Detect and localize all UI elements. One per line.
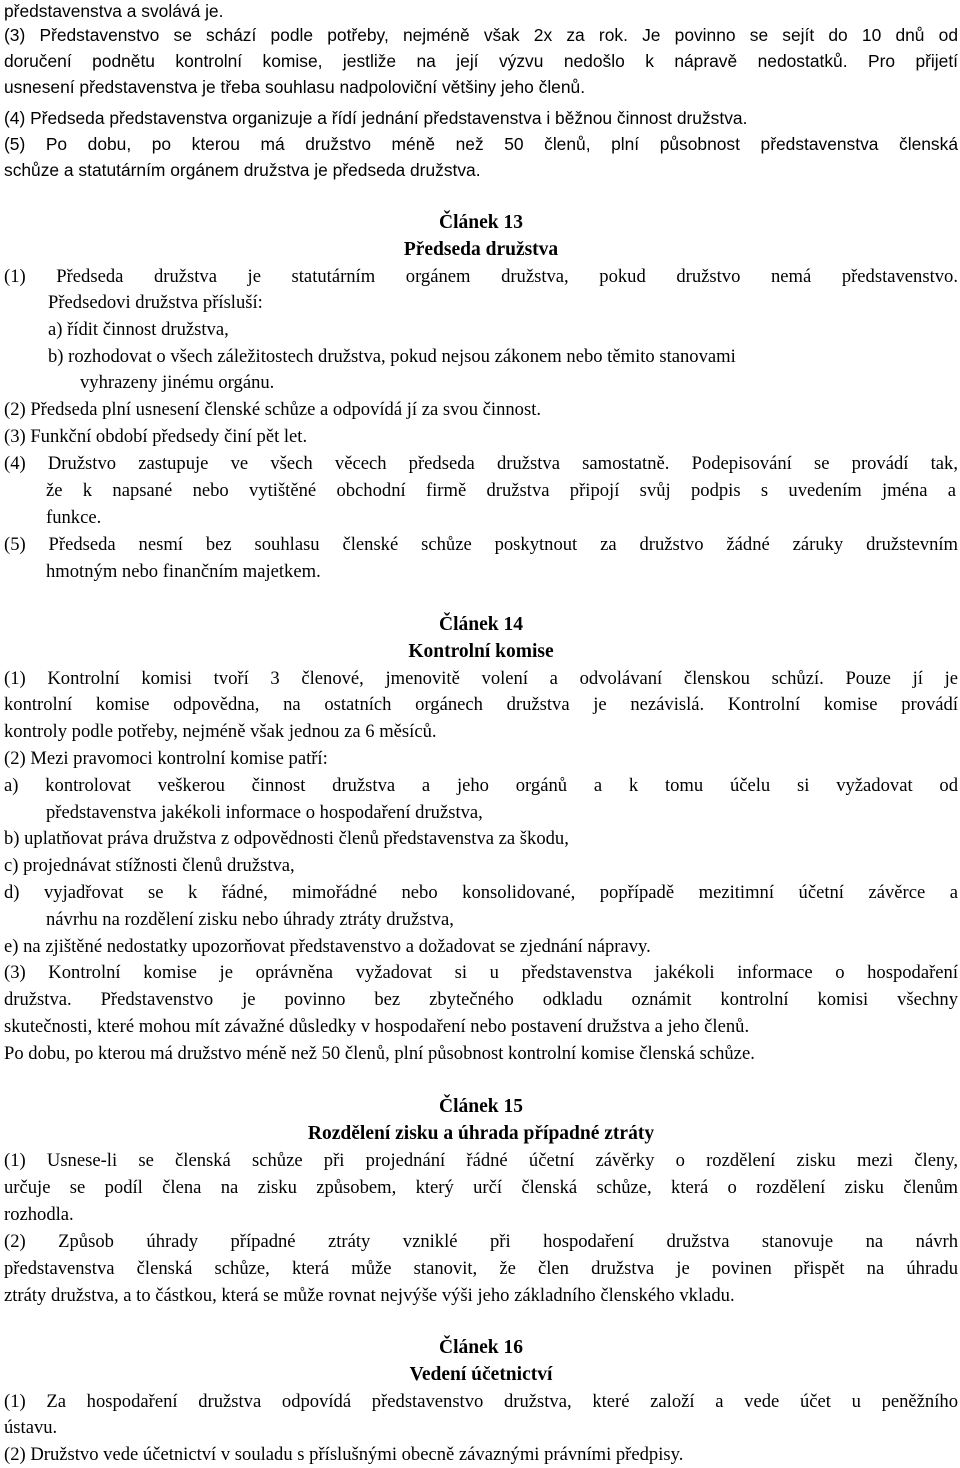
text-line: (1) Předseda družstva je statutárním orgánem družstva, pokud družstvo nemá představenstvo.	[4, 266, 958, 287]
article-number: Článek 16	[439, 1337, 523, 1358]
article-number: Článek 15	[439, 1096, 523, 1117]
list-item: vyhrazeny jinému orgánu.	[80, 372, 275, 393]
text-line: (5) Předseda nesmí bez souhlasu členské schůze poskytnout za družstvo žádné záruky družstevním	[4, 534, 958, 555]
text-line: kontroly podle potřeby, nejméně však jednou za 6 měsíců.	[4, 721, 437, 742]
text-line: schůze a statutárním orgánem družstva je předseda družstva.	[4, 160, 481, 180]
text-line: skutečnosti, které mohou mít závažné důsledky v hospodaření nebo postavení družstva a jeho členů.	[4, 1016, 750, 1037]
text-line: že k napsané nebo vytištěné obchodní firmě družstva připojí svůj podpis s uvedením jména a	[46, 480, 956, 501]
text-line: představenstva a svolává je.	[4, 1, 224, 21]
text-line: určuje se podíl člena na zisku způsobem, který určí členská schůze, která o rozdělení zisku členům	[4, 1177, 958, 1198]
text-line: Po dobu, po kterou má družstvo méně než 50 členů, plní působnost kontrolní komise členská schůze.	[4, 1043, 755, 1064]
text-line: (3) Funkční období předsedy činí pět let.	[4, 426, 308, 447]
text-line: doručení podnětu kontrolní komise, jestliže na její výzvu nedošlo k nápravě nedostatků. Pro přijetí	[4, 51, 958, 71]
text-line: (1) Usnese-li se členská schůze při projednání řádné účetní závěrky o rozdělení zisku mezi členy,	[4, 1150, 958, 1171]
list-item: b) rozhodovat o všech záležitostech družstva, pokud nejsou zákonem nebo těmito stanovami	[48, 346, 736, 367]
article-title: Vedení účetnictví	[409, 1364, 553, 1385]
list-item: a) řídit činnost družstva,	[48, 319, 229, 340]
list-item: představenstva jakékoli informace o hospodaření družstva,	[46, 802, 483, 823]
text-line: představenstva členská schůze, která může stanovit, že člen družstva je povinen přispět na úhradu	[4, 1258, 958, 1279]
text-line: (1) Kontrolní komisi tvoří 3 členové, jmenovitě volení a odvolávaní členskou schůzí. Pouze jí je	[4, 668, 958, 689]
list-item: a) kontrolovat veškerou činnost družstva a jeho orgánů a k tomu účelu si vyžadovat od	[4, 775, 958, 796]
text-line: (4) Družstvo zastupuje ve všech věcech předseda družstva samostatně. Podepisování se provádí tak,	[4, 453, 958, 474]
article-number: Článek 14	[439, 614, 523, 635]
text-line: hmotným nebo finančním majetkem.	[46, 561, 321, 582]
text-line: (2) Družstvo vede účetnictví v souladu s příslušnými obecně závaznými právními předpisy.	[4, 1444, 684, 1465]
text-line: ztráty družstva, a to částkou, která se může rovnat nejvýše výši jeho základního členského vkladu.	[4, 1285, 735, 1306]
text-line: usnesení představenstva je třeba souhlasu nadpoloviční většiny jeho členů.	[4, 77, 586, 97]
list-item: návrhu na rozdělení zisku nebo úhrady ztráty družstva,	[46, 909, 454, 930]
text-line: (5) Po dobu, po kterou má družstvo méně než 50 členů, plní působnost představenstva členská	[4, 134, 958, 154]
text-line: Předsedovi družstva přísluší:	[48, 292, 263, 313]
text-line: (2) Předseda plní usnesení členské schůze a odpovídá jí za svou činnost.	[4, 399, 542, 420]
text-line: funkce.	[46, 507, 102, 528]
text-line: (3) Představenstvo se schází podle potřeby, nejméně však 2x za rok. Je povinno se sejít do 10 dnů od	[4, 25, 958, 45]
text-line: (2) Mezi pravomoci kontrolní komise patří:	[4, 748, 328, 769]
article-title: Rozdělení zisku a úhrada případné ztráty	[307, 1123, 655, 1144]
list-item: d) vyjadřovat se k řádné, mimořádné nebo konsolidované, popřípadě mezitimní účetní závěrce a	[4, 882, 958, 903]
article-title: Předseda družstva	[403, 239, 559, 260]
text-line: (2) Způsob úhrady případné ztráty vzniklé při hospodaření družstva stanovuje na návrh	[4, 1231, 958, 1252]
text-line: ústavu.	[4, 1417, 58, 1438]
list-item: c) projednávat stížnosti členů družstva,	[4, 855, 295, 876]
text-line: (1) Za hospodaření družstva odpovídá představenstvo družstva, které založí a vede účet u peněžního	[4, 1391, 958, 1412]
article-number: Článek 13	[439, 212, 523, 233]
list-item: e) na zjištěné nedostatky upozorňovat představenstvo a dožadovat se zjednání nápravy.	[4, 936, 651, 957]
article-title: Kontrolní komise	[408, 641, 554, 662]
text-line: (3) Kontrolní komise je oprávněna vyžadovat si u představenstva jakékoli informace o hospodaření	[4, 962, 958, 983]
text-line: (4) Předseda představenstva organizuje a řídí jednání představenstva i běžnou činnost družstva.	[4, 108, 748, 128]
text-line: družstva. Představenstvo je povinno bez zbytečného odkladu oznámit kontrolní komisi všechny	[4, 989, 958, 1010]
text-line: kontrolní komise odpovědna, na ostatních orgánech družstva je nezávislá. Kontrolní komise provádí	[4, 694, 958, 715]
list-item: b) uplatňovat práva družstva z odpovědnosti členů představenstva za škodu,	[4, 828, 569, 849]
text-line: rozhodla.	[4, 1204, 74, 1225]
